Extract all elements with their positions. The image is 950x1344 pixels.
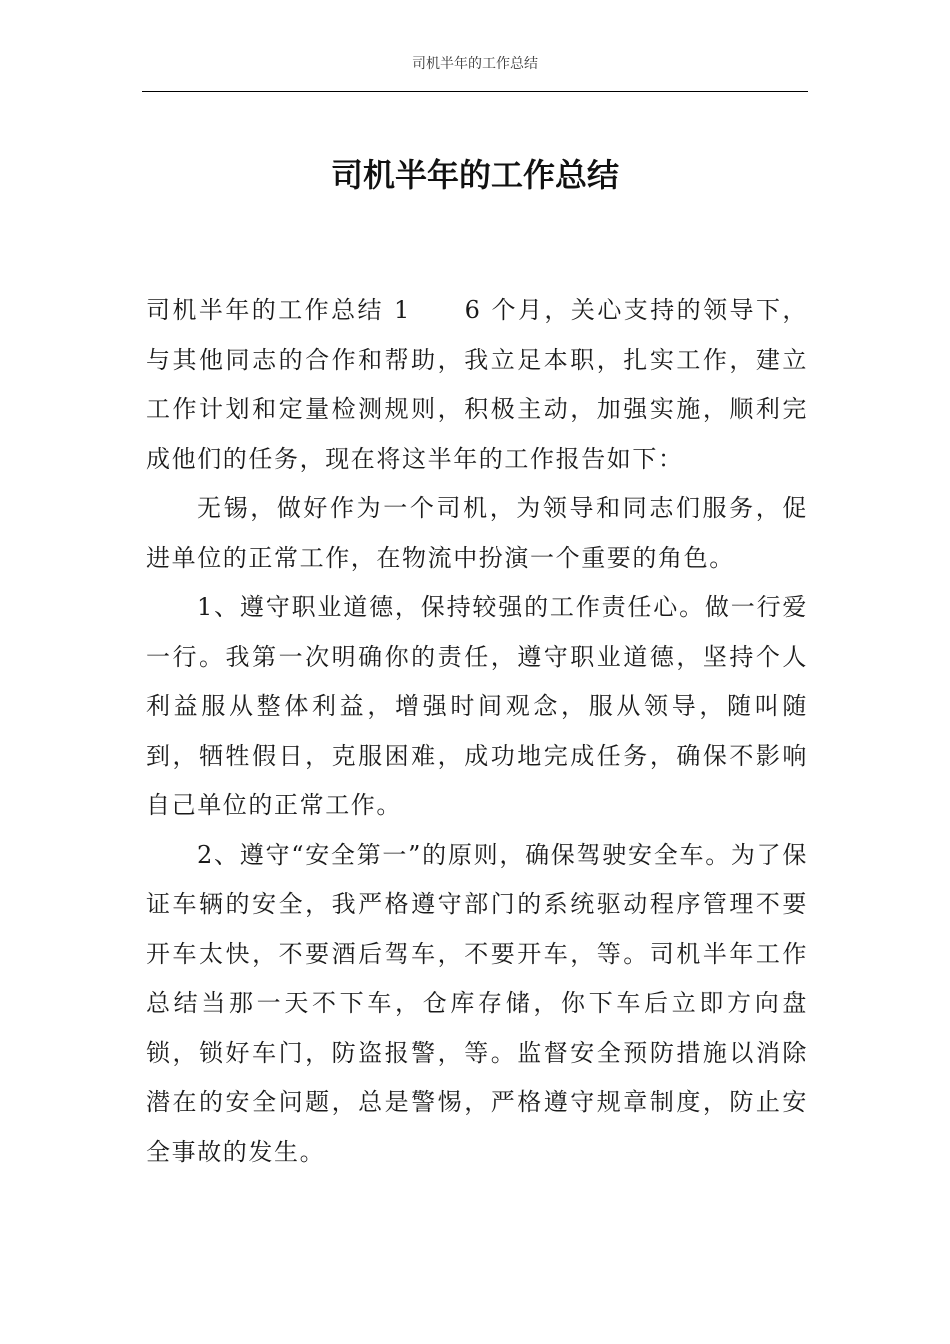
running-header: 司机半年的工作总结: [412, 56, 538, 72]
document-body: [146, 286, 808, 1177]
paragraph-intro: 司机半年的工作总结 1 6 个月，关心支持的领导下，与其他同志的合作和帮助，我立足本职，扎实工作，建立工作计划和定量检测规则，积极主动，加强实施，顺利完成他们的任务，现在将这半年的工作报告如下：: [146, 296, 808, 473]
paragraph-role: 无锡，做好作为一个司机，为领导和同志们服务，促进单位的正常工作，在物流中扮演一个重要的角色。: [146, 494, 808, 572]
paragraph-ethics: 1、遵守职业道德，保持较强的工作责任心。做一行爱一行。我第一次明确你的责任，遵守职业道德，坚持个人利益服从整体利益，增强时间观念，服从领导，随叫随到，牺牲假日，克服困难，成功地完成任务，确保不影响自己单位的正常工作。: [146, 593, 808, 819]
paragraph-safety: 2、遵守“安全第一”的原则，确保驾驶安全车。为了保证车辆的安全，我严格遵守部门的系统驱动程序管理不要开车太快，不要酒后驾车，不要开车，等。司机半年工作总结当那一天不下车，仓库存储，你下车后立即方向盘锁，锁好车门，防盗报警，等。监督安全预防措施以消除潜在的安全问题，总是警惕，严格遵守规章制度，防止安全事故的发生。: [146, 840, 808, 1166]
header-rule: [142, 91, 808, 92]
document-title: 司机半年的工作总结: [330, 156, 619, 194]
